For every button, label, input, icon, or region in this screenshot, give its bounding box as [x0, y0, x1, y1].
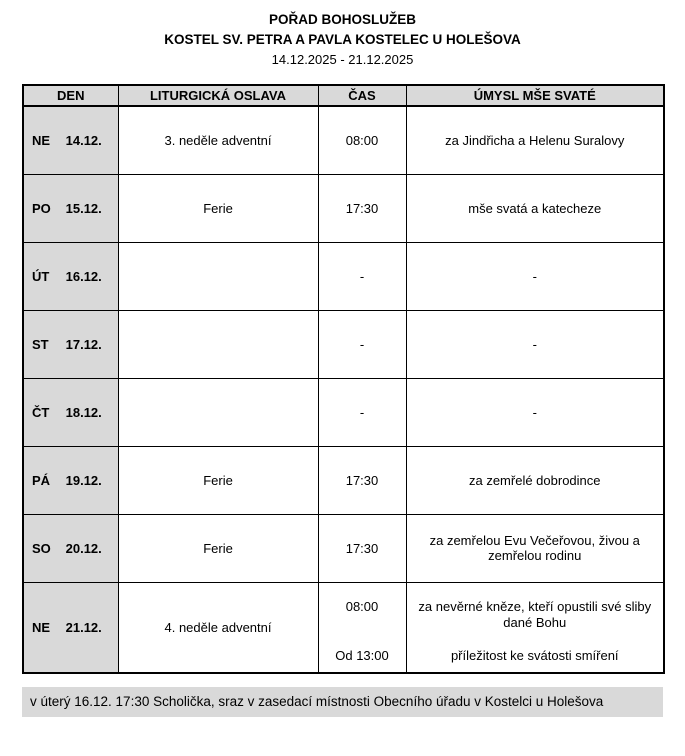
celebration-cell: 3. neděle adventní: [118, 106, 318, 174]
day-date: 15.12.: [65, 200, 102, 216]
day-abbrev: NE: [32, 132, 51, 148]
day-date: 18.12.: [65, 404, 102, 420]
time-cell: -: [318, 378, 406, 446]
time-stack: [319, 583, 406, 672]
time-cell: 17:30: [318, 174, 406, 242]
table-row-ct-18: [23, 378, 664, 446]
day-abbrev: PÁ: [32, 472, 51, 488]
day-cell: [23, 174, 118, 242]
time-cell: -: [318, 242, 406, 310]
intention-cell: za zemřelou Evu Večeřovou, živou a zemřelou rodinu: [406, 514, 664, 582]
column-header-liturgicka-oslava: LITURGICKÁ OSLAVA: [118, 85, 318, 106]
day-cell: [23, 514, 118, 582]
table-row-so-20: [23, 514, 664, 582]
time-cell: 17:30: [318, 514, 406, 582]
table-row-po-15: [23, 174, 664, 242]
time-cell: 08:00: [318, 106, 406, 174]
column-header-den: DEN: [23, 85, 118, 106]
intention-cell: za Jindřicha a Helenu Suralovy: [406, 106, 664, 174]
day-date: 16.12.: [65, 268, 102, 284]
date-range: 14.12.2025 - 21.12.2025: [271, 52, 414, 67]
column-header-cas: ČAS: [318, 85, 406, 106]
intention-cell: [406, 582, 664, 673]
document-title: POŘAD BOHOSLUŽEB: [268, 12, 416, 27]
intention-cell: -: [406, 378, 664, 446]
celebration-cell: Ferie: [118, 514, 318, 582]
intention-stack: [407, 583, 664, 672]
table-header-row: [23, 85, 664, 106]
document-header: [22, 10, 663, 70]
time-second: Od 13:00: [335, 648, 389, 664]
table-row-ut-16: [23, 242, 664, 310]
intention-cell: -: [406, 242, 664, 310]
day-date: 19.12.: [65, 472, 102, 488]
table-row-ne-14: [23, 106, 664, 174]
intention-first: za nevěrné kněze, kteří opustili své sliby dané Bohu: [418, 598, 652, 630]
day-date: 17.12.: [65, 336, 102, 352]
schedule-table: [22, 84, 665, 674]
day-cell: [23, 242, 118, 310]
celebration-cell: Ferie: [118, 174, 318, 242]
time-cell: [318, 582, 406, 673]
celebration-cell: [118, 310, 318, 378]
celebration-cell: [118, 242, 318, 310]
day-cell: [23, 106, 118, 174]
intention-cell: mše svatá a katecheze: [406, 174, 664, 242]
intention-cell: -: [406, 310, 664, 378]
day-cell: [23, 310, 118, 378]
intention-cell: za zemřelé dobrodince: [406, 446, 664, 514]
column-header-umysl: ÚMYSL MŠE SVATÉ: [406, 85, 664, 106]
day-cell: [23, 446, 118, 514]
day-abbrev: SO: [32, 540, 51, 556]
day-abbrev: ST: [32, 336, 49, 352]
day-abbrev: ČT: [32, 404, 50, 420]
day-date: 20.12.: [65, 540, 102, 556]
day-abbrev: PO: [32, 200, 51, 216]
day-date: 14.12.: [65, 132, 102, 148]
time-cell: 17:30: [318, 446, 406, 514]
day-cell: [23, 378, 118, 446]
day-cell: [23, 582, 118, 673]
time-first: 08:00: [345, 598, 379, 614]
day-abbrev: NE: [32, 619, 51, 635]
celebration-cell: [118, 378, 318, 446]
intention-second: příležitost ke svátosti smíření: [450, 648, 619, 664]
day-date: 21.12.: [65, 619, 102, 635]
table-row-st-17: [23, 310, 664, 378]
church-name: KOSTEL SV. PETRA A PAVLA KOSTELEC U HOLEŠOVA: [164, 32, 521, 47]
footer-note: v úterý 16.12. 17:30 Scholička, sraz v zasedací místnosti Obecního úřadu v Kostelci u Holešova: [22, 687, 663, 717]
celebration-cell: Ferie: [118, 446, 318, 514]
day-abbrev: ÚT: [32, 268, 50, 284]
table-row-ne-21: [23, 582, 664, 673]
celebration-cell: 4. neděle adventní: [118, 582, 318, 673]
table-row-pa-19: [23, 446, 664, 514]
time-cell: -: [318, 310, 406, 378]
